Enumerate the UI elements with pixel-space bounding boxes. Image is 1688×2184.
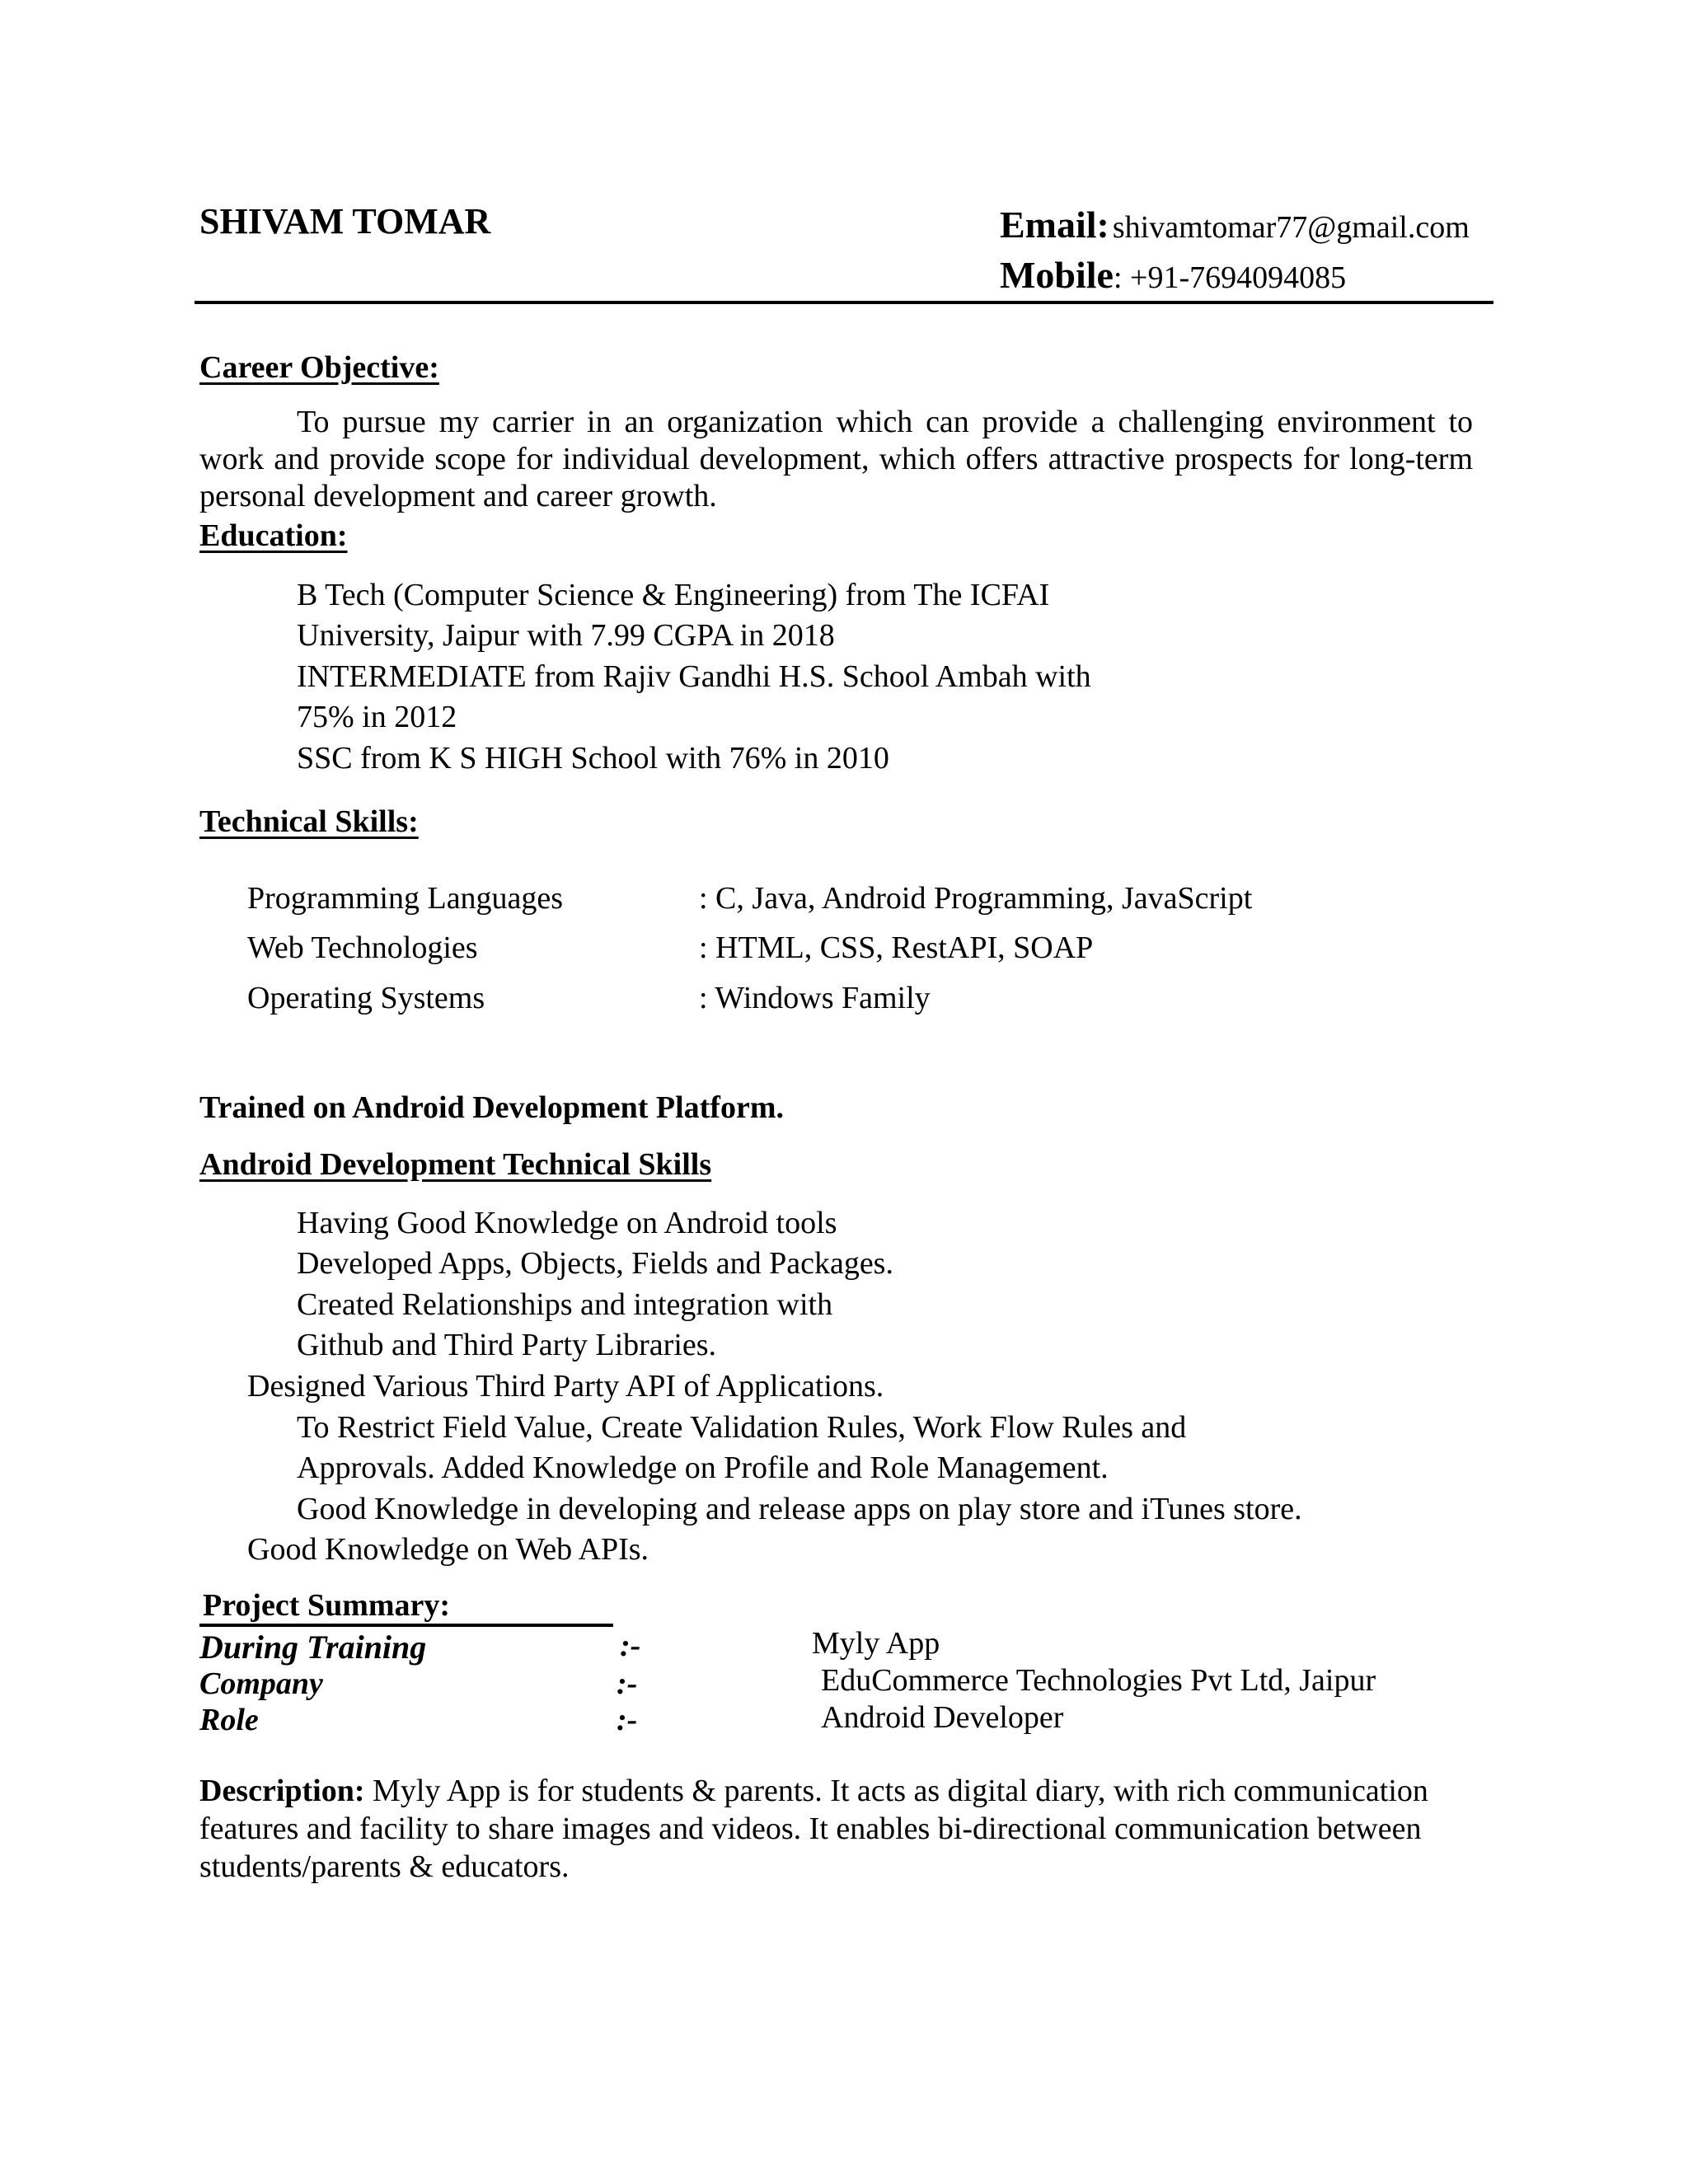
skill-value-os: : Windows Family bbox=[699, 981, 931, 1015]
project-description bbox=[199, 1772, 1436, 1886]
skill-label-programming: Programming Languages bbox=[247, 881, 564, 916]
header-divider bbox=[195, 301, 1493, 304]
project-value-role: Android Developer bbox=[821, 1700, 1064, 1735]
skill-value-programming: : C, Java, Android Programming, JavaScript bbox=[699, 881, 1253, 916]
android-skill-line: Having Good Knowledge on Android tools bbox=[297, 1206, 837, 1240]
skill-value-web: : HTML, CSS, RestAPI, SOAP bbox=[699, 930, 1094, 965]
education-line: INTERMEDIATE from Rajiv Gandhi H.S. School Ambah with bbox=[297, 659, 1091, 694]
project-label-role: Role bbox=[199, 1703, 259, 1737]
project-summary-heading: Project Summary: bbox=[203, 1588, 451, 1623]
education-line: SSC from K S HIGH School with 76% in 2010 bbox=[297, 741, 889, 776]
career-objective-body bbox=[199, 404, 1473, 515]
android-skills-heading: Android Development Technical Skills bbox=[199, 1147, 712, 1182]
education-heading: Education: bbox=[199, 518, 348, 553]
android-skill-line: Github and Third Party Libraries. bbox=[297, 1328, 717, 1362]
education-line: 75% in 2012 bbox=[297, 700, 457, 734]
android-skill-line: Good Knowledge in developing and release apps on play store and iTunes store. bbox=[297, 1492, 1302, 1526]
email-line bbox=[1000, 203, 1470, 246]
description-text: Myly App is for students & parents. It acts as digital diary, with rich communication features and facility to share images and videos. It enables bi-directional communication between students/parents & educators. bbox=[199, 1774, 1428, 1884]
project-separator: :- bbox=[617, 1703, 638, 1737]
android-skill-line: Designed Various Third Party API of Applications. bbox=[247, 1369, 884, 1404]
project-summary-underline bbox=[199, 1624, 613, 1627]
education-line: University, Jaipur with 7.99 CGPA in 2018 bbox=[297, 618, 835, 653]
project-separator: :- bbox=[617, 1666, 638, 1701]
mobile-line bbox=[1000, 253, 1346, 297]
android-skill-line: Developed Apps, Objects, Fields and Packages. bbox=[297, 1246, 893, 1281]
career-objective-text: To pursue my carrier in an organization which can provide a challenging environment to work and provide scope for individual development, which offers attractive prospects for long-term personal development and career growth. bbox=[199, 405, 1473, 513]
android-skill-line: To Restrict Field Value, Create Validation Rules, Work Flow Rules and bbox=[297, 1410, 1187, 1445]
project-separator: :- bbox=[620, 1629, 641, 1663]
email-value[interactable]: shivamtomar77@gmail.com bbox=[1112, 210, 1470, 245]
mobile-value: : +91-7694094085 bbox=[1113, 260, 1347, 295]
android-skill-line: Good Knowledge on Web APIs. bbox=[247, 1532, 649, 1567]
training-statement: Trained on Android Development Platform. bbox=[199, 1090, 784, 1125]
project-label-company: Company bbox=[199, 1666, 323, 1701]
skill-label-os: Operating Systems bbox=[247, 981, 485, 1015]
skill-label-web: Web Technologies bbox=[247, 930, 478, 965]
email-label: Email: bbox=[1000, 204, 1109, 246]
description-label: Description: bbox=[199, 1774, 365, 1808]
mobile-label: Mobile bbox=[1000, 254, 1114, 296]
career-objective-heading: Career Objective: bbox=[199, 350, 439, 385]
education-line: B Tech (Computer Science & Engineering) from The ICFAI bbox=[297, 578, 1050, 612]
android-skill-line: Created Relationships and integration with bbox=[297, 1287, 833, 1322]
android-skill-line: Approvals. Added Knowledge on Profile and Role Management. bbox=[297, 1451, 1109, 1485]
project-label-training: During Training bbox=[199, 1629, 427, 1666]
candidate-name: SHIVAM TOMAR bbox=[199, 201, 491, 241]
project-value-company: EduCommerce Technologies Pvt Ltd, Jaipur bbox=[821, 1663, 1376, 1698]
project-value-training: Myly App bbox=[812, 1626, 940, 1661]
technical-skills-heading: Technical Skills: bbox=[199, 804, 419, 839]
